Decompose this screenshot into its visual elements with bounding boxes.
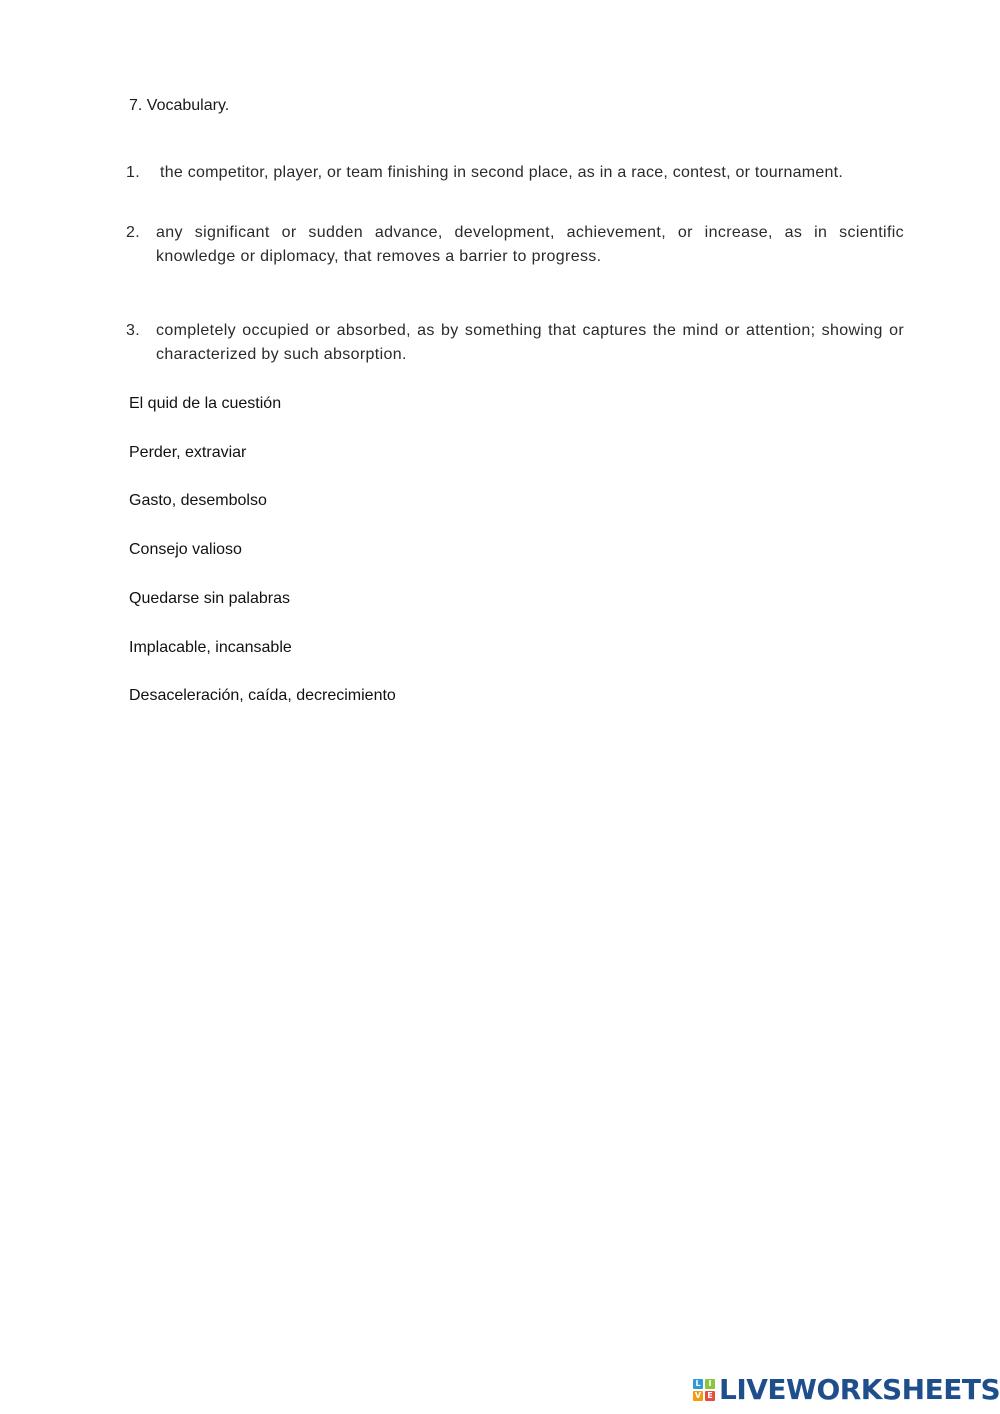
logo-tile-icon: E xyxy=(705,1391,715,1401)
definition-number: 3. xyxy=(126,322,141,339)
term-item: Gasto, desembolso xyxy=(129,492,267,509)
logo-mark-icon xyxy=(693,1379,715,1401)
term-item: El quid de la cuestión xyxy=(129,395,282,412)
term-item: Implacable, incansable xyxy=(129,639,292,656)
logo-wordmark: LIVEWORKSHEETS xyxy=(719,1373,1000,1406)
logo-tile-icon: I xyxy=(705,1379,715,1389)
definition-text: completely occupied or absorbed, as by something that captures the mind or attention; showing or characterized by such absorption. xyxy=(156,322,904,363)
liveworksheets-logo xyxy=(693,1373,1000,1406)
section-heading: 7. Vocabulary. xyxy=(129,97,230,114)
definition-item xyxy=(126,319,904,367)
logo-tile-icon: L xyxy=(693,1379,703,1389)
definition-text: any significant or sudden advance, development, achievement, or increase, as in scientific knowledge or diplomacy, that removes a barrier to progress. xyxy=(156,224,904,265)
definition-item xyxy=(126,221,904,269)
definition-item xyxy=(126,161,904,185)
definition-number: 2. xyxy=(126,224,141,241)
term-item: Quedarse sin palabras xyxy=(129,590,290,607)
definition-text: the competitor, player, or team finishing in second place, as in a race, contest, or tournament. xyxy=(160,164,844,181)
term-item: Consejo valioso xyxy=(129,541,242,558)
definition-number: 1. xyxy=(126,164,141,181)
logo-tile-icon: V xyxy=(694,1391,702,1400)
term-item: Desaceleración, caída, decrecimiento xyxy=(129,687,396,704)
term-item: Perder, extraviar xyxy=(129,444,247,461)
